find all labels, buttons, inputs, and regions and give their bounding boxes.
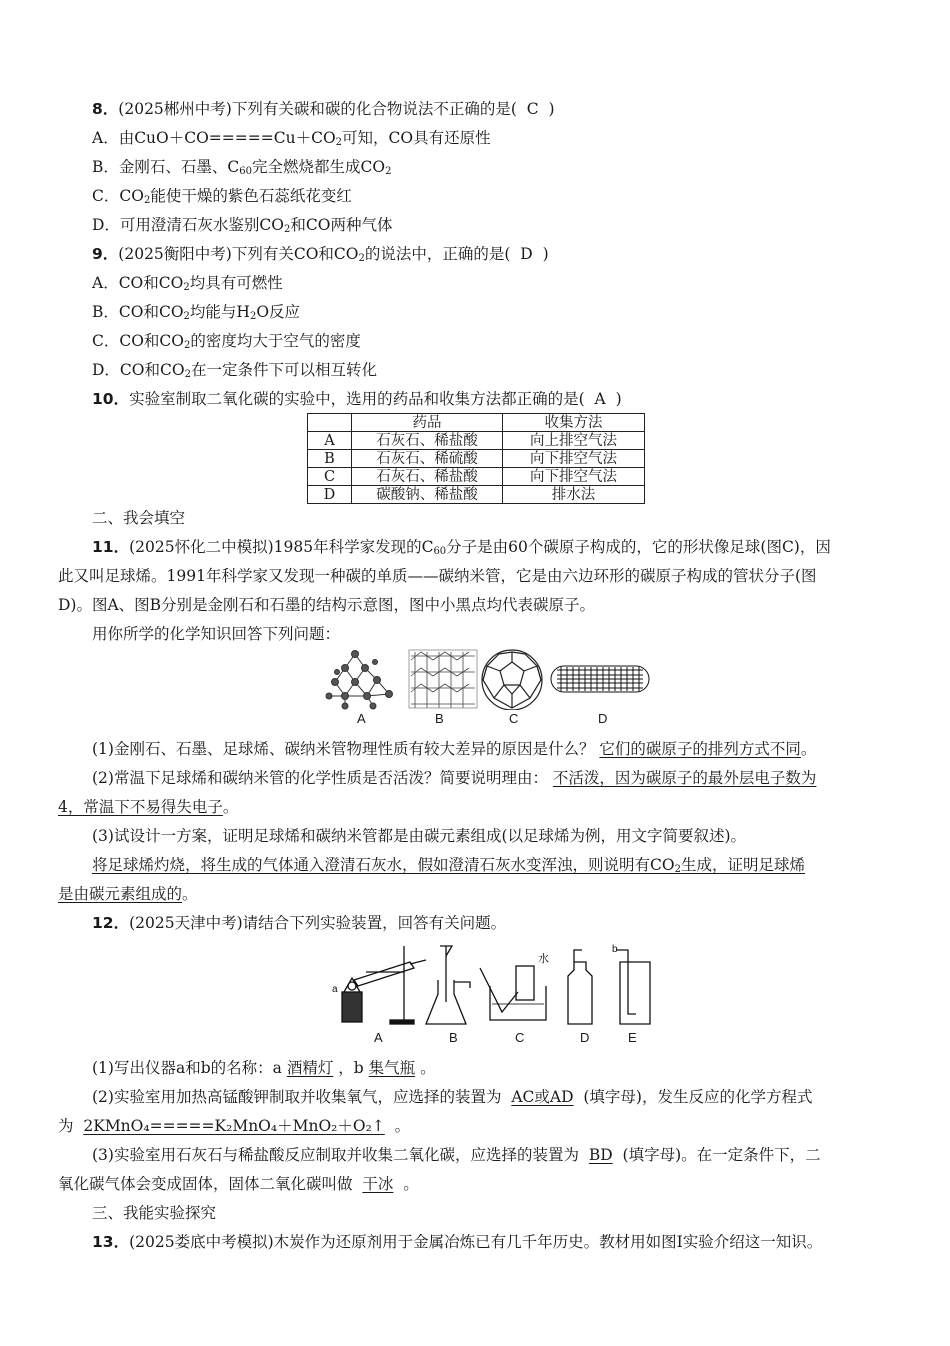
q11-sub1: (1)金刚石、石墨、足球烯、碳纳米管物理性质有较大差异的原因是什么？ 它们的碳原子的排列方式不同。 (92, 740, 817, 758)
water-trough-icon (480, 951, 549, 1020)
q12-sub2: (2)实验室用加热高锰酸钾制取并收集氧气，应选择的装置为 AC或AD (填字母)，发生反应的化学方程式 (92, 1088, 813, 1106)
q12-sub1: (1)写出仪器a和b的名称：a 酒精灯 ，b 集气瓶 。 (92, 1059, 436, 1077)
q12-sub2-equation: 为 2KMnO₄=====K₂MnO₄＋MnO₂＋O₂↑ 。 (58, 1117, 411, 1135)
graphite-structure-icon (409, 650, 477, 708)
q12-sub3: (3)实验室用石灰石与稀盐酸反应制取并收集二氧化碳，应选择的装置为 BD (填字母)。在一定条件下，二 (92, 1146, 821, 1164)
q12-answer-2: AC或AD (511, 1088, 574, 1106)
fullerene-c60-icon (482, 650, 542, 710)
q11-para-1: 11．(2025怀化二中模拟)1985年科学家发现的$C_{60}$分子是由60个碳原子构成的，它的形状像足球(图C)，因 (92, 538, 831, 557)
conical-flask-icon (426, 946, 470, 1024)
q12-answer-3: BD (588, 1146, 613, 1164)
section-2-heading: 二、我会填空 (92, 509, 186, 527)
gas-bottle-e-icon (612, 944, 650, 1024)
q9-option-d: D．CO和$CO_2$在一定条件下可以相互转化 (92, 361, 377, 380)
table-row: B 石灰石、稀硫酸 向下排空气法 (308, 450, 645, 468)
fig-label-d: D (580, 1030, 590, 1045)
section-3-heading: 三、我能实验探究 (92, 1204, 217, 1222)
q11-answer-3b: 是由碳元素组成的。 (58, 885, 198, 903)
q9-option-c: C．CO和$CO_2$的密度均大于空气的密度 (92, 332, 361, 351)
fig-label-e: E (628, 1030, 637, 1045)
q10-table (307, 413, 645, 504)
q9-answer: D (520, 245, 533, 263)
q12-answer-b: 集气瓶 (368, 1059, 416, 1077)
q9-option-a: A．CO和$CO_2$均具有可燃性 (92, 274, 283, 293)
fig-label-d: D (598, 711, 608, 726)
table-row: D 碳酸钠、稀盐酸 排水法 (308, 486, 645, 504)
q11-para-3: D)。图A、图B分别是金刚石和石墨的结构示意图，图中小黑点均代表碳原子。 (58, 596, 596, 614)
q8-option-d: D．可用澄清石灰水鉴别$CO_2$和CO两种气体 (92, 216, 393, 235)
fig-label-a: A (374, 1030, 383, 1045)
fig-label-b: B (449, 1030, 458, 1045)
water-mark: 水 (538, 952, 549, 965)
q11-sub2-cont: 4，常温下不易得失电子。 (58, 798, 239, 816)
q11-para-4: 用你所学的化学知识回答下列问题： (92, 625, 341, 643)
q11-sub3: (3)试设计一方案，证明足球烯和碳纳米管都是由碳元素组成(以足球烯为例，用文字简要叙述)。 (92, 827, 747, 845)
q11-answer-2b: 4，常温下不易得失电子 (58, 798, 223, 816)
q9-option-b: B．CO和$CO_2$均能与$H_2O$反应 (92, 303, 301, 322)
q8-stem: 8．(2025郴州中考)下列有关碳和碳的化合物说法不正确的是( C ) (92, 100, 555, 118)
q8-option-a: A．由$CuO+CO=====Cu+CO_2$可知，CO具有还原性 (92, 129, 491, 148)
q12-stem: 12．(2025天津中考)请结合下列实验装置，回答有关问题。 (92, 914, 507, 932)
table-row: A 石灰石、稀盐酸 向上排空气法 (308, 432, 645, 450)
fig-label-a: A (357, 711, 366, 726)
carbon-nanotube-icon (551, 666, 649, 692)
q8-answer: C (526, 100, 539, 118)
q11-answer-1: 它们的碳原子的排列方式不同 (599, 740, 801, 758)
label-b-mark: b (612, 944, 618, 955)
q9-stem: 9．(2025衡阳中考)下列有关CO和$CO_2$的说法中，正确的是( D ) (92, 245, 549, 264)
q10-stem: 10．实验室制取二氧化碳的实验中，选用的药品和收集方法都正确的是( A ) (92, 390, 622, 408)
q12-answer-dry-ice: 干冰 (362, 1175, 394, 1193)
gas-bottle-d-icon (568, 950, 592, 1024)
diamond-structure-icon (326, 651, 393, 710)
lab-apparatus-figure (330, 942, 670, 1030)
q8-option-b: B．金刚石、石墨、$C_{60}$完全燃烧都生成$CO_2$ (92, 158, 392, 177)
fig-label-b: B (435, 711, 444, 726)
q11-answer-3a: 将足球烯灼烧，将生成的气体通入澄清石灰水，假如澄清石灰水变浑浊，则说明有$CO_2$生成，证明足球烯 (92, 856, 805, 875)
q11-sub2: (2)常温下足球烯和碳纳米管的化学性质是否活泼？简要说明理由： 不活泼，因为碳原子的最外层电子数为 (92, 769, 817, 787)
q11-answer-2a: 不活泼，因为碳原子的最外层电子数为 (552, 769, 817, 787)
carbon-structures-figure (325, 648, 655, 710)
fig-label-c: C (509, 711, 519, 726)
table-row: C 石灰石、稀盐酸 向下排空气法 (308, 468, 645, 486)
q12-answer-equation: 2KMnO₄=====K₂MnO₄＋MnO₂＋O₂↑ (83, 1117, 385, 1135)
q11-para-2: 此又叫足球烯。1991年科学家又发现一种碳的单质——碳纳米管，它是由六边环形的碳原子构成的管状分子(图 (58, 567, 817, 585)
table-header-row: 药品 收集方法 (308, 414, 645, 432)
q10-answer: A (594, 390, 606, 408)
q13-stem: 13．(2025娄底中考模拟)木炭作为还原剂用于金属冶炼已有几千年历史。教材用如图Ⅰ实验介绍这一知识。 (92, 1233, 823, 1251)
q12-sub3-cont: 氧化碳气体会变成固体，固体二氧化碳叫做 干冰 。 (58, 1175, 419, 1193)
fig-label-c: C (515, 1030, 525, 1045)
q12-answer-a: 酒精灯 (286, 1059, 334, 1077)
label-a-mark: a (332, 984, 338, 995)
heating-apparatus-icon (332, 946, 426, 1024)
q8-option-c: C．$CO_2$能使干燥的紫色石蕊纸花变红 (92, 187, 352, 206)
